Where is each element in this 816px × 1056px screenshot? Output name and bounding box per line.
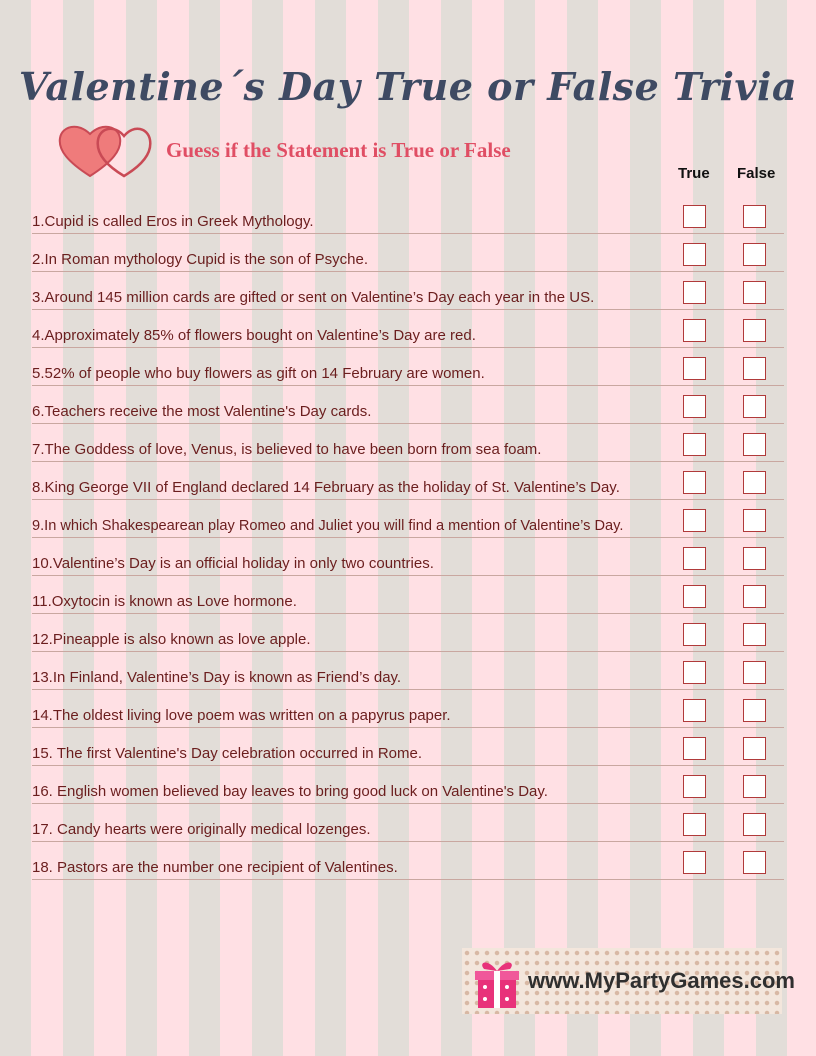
question-row [0, 576, 816, 614]
true-checkbox[interactable] [683, 851, 706, 874]
false-checkbox[interactable] [743, 851, 766, 874]
question-row [0, 728, 816, 766]
true-checkbox[interactable] [683, 623, 706, 646]
true-checkbox[interactable] [683, 395, 706, 418]
question-text: 2.In Roman mythology Cupid is the son of Psyche. [32, 251, 369, 268]
question-text: 12.Pineapple is also known as love apple. [32, 631, 311, 648]
true-checkbox[interactable] [683, 813, 706, 836]
question-row [0, 690, 816, 728]
false-checkbox[interactable] [743, 775, 766, 798]
false-checkbox[interactable] [743, 395, 766, 418]
question-text: 8.King George VII of England declared 14 February as the holiday of St. Valentine’s Day. [32, 479, 620, 496]
question-row [0, 500, 816, 538]
question-text: 1.Cupid is called Eros in Greek Mythology. [32, 213, 314, 230]
question-text: 16. English women believed bay leaves to bring good luck on Valentine's Day. [32, 783, 548, 800]
false-checkbox[interactable] [743, 585, 766, 608]
false-checkbox[interactable] [743, 737, 766, 760]
question-text: 11.Oxytocin is known as Love hormone. [32, 593, 297, 610]
question-text: 6.Teachers receive the most Valentine's Day cards. [32, 403, 372, 420]
question-row [0, 234, 816, 272]
true-checkbox[interactable] [683, 699, 706, 722]
question-row [0, 766, 816, 804]
question-text: 10.Valentine’s Day is an official holiday in only two countries. [32, 555, 434, 572]
hearts-icon [58, 118, 160, 180]
question-text: 14.The oldest living love poem was written on a papyrus paper. [32, 707, 451, 724]
question-text: 15. The first Valentine's Day celebration occurred in Rome. [32, 745, 422, 762]
question-row [0, 804, 816, 842]
false-checkbox[interactable] [743, 623, 766, 646]
website-url[interactable]: www.MyPartyGames.com [528, 968, 795, 993]
false-checkbox[interactable] [743, 205, 766, 228]
question-row [0, 614, 816, 652]
true-checkbox[interactable] [683, 661, 706, 684]
gift-box-icon [474, 954, 520, 1010]
true-checkbox[interactable] [683, 737, 706, 760]
false-checkbox[interactable] [743, 357, 766, 380]
true-checkbox[interactable] [683, 319, 706, 342]
true-checkbox[interactable] [683, 357, 706, 380]
true-checkbox[interactable] [683, 585, 706, 608]
question-row [0, 196, 816, 234]
question-text: 5.52% of people who buy flowers as gift on 14 February are women. [32, 365, 485, 382]
false-checkbox[interactable] [743, 471, 766, 494]
footer-banner [462, 948, 795, 1014]
question-row [0, 842, 816, 880]
false-checkbox[interactable] [743, 661, 766, 684]
false-checkbox[interactable] [743, 509, 766, 532]
divider [32, 879, 784, 880]
true-checkbox[interactable] [683, 509, 706, 532]
question-text: 9.In which Shakespearean play Romeo and Juliet you will find a mention of Valentine’s Day. [32, 518, 624, 534]
page-title: Valentine´s Day True or False Trivia [18, 64, 798, 109]
question-text: 13.In Finland, Valentine’s Day is known as Friend’s day. [32, 669, 402, 686]
question-row [0, 348, 816, 386]
question-row [0, 310, 816, 348]
question-text: 18. Pastors are the number one recipient of Valentines. [32, 859, 398, 876]
true-checkbox[interactable] [683, 547, 706, 570]
true-checkbox[interactable] [683, 205, 706, 228]
false-checkbox[interactable] [743, 813, 766, 836]
false-checkbox[interactable] [743, 243, 766, 266]
subtitle: Guess if the Statement is True or False [166, 138, 511, 162]
question-text: 17. Candy hearts were originally medical lozenges. [32, 821, 371, 838]
true-checkbox[interactable] [683, 471, 706, 494]
false-checkbox[interactable] [743, 699, 766, 722]
true-checkbox[interactable] [683, 243, 706, 266]
true-checkbox[interactable] [683, 433, 706, 456]
false-checkbox[interactable] [743, 547, 766, 570]
question-text: 7.The Goddess of love, Venus, is believed to have been born from sea foam. [32, 441, 542, 458]
false-checkbox[interactable] [743, 281, 766, 304]
false-checkbox[interactable] [743, 319, 766, 342]
question-row [0, 272, 816, 310]
false-column-header: False [737, 165, 776, 182]
question-text: 4.Approximately 85% of flowers bought on Valentine’s Day are red. [32, 327, 476, 344]
question-row [0, 652, 816, 690]
question-row [0, 424, 816, 462]
question-row [0, 538, 816, 576]
question-text: 3.Around 145 million cards are gifted or sent on Valentine’s Day each year in the US. [32, 289, 595, 306]
true-checkbox[interactable] [683, 281, 706, 304]
true-checkbox[interactable] [683, 775, 706, 798]
question-row [0, 462, 816, 500]
false-checkbox[interactable] [743, 433, 766, 456]
true-column-header: True [678, 165, 710, 182]
question-row [0, 386, 816, 424]
